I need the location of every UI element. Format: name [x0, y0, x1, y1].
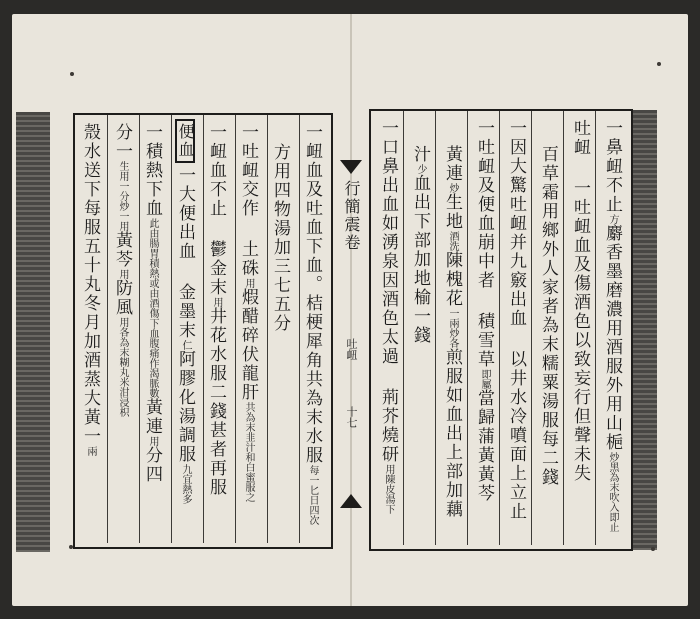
- left-column-6: [143, 123, 160, 484]
- column-note: 仁: [180, 340, 191, 350]
- column-note: 用各為末糊丸米泔浸枳: [117, 317, 128, 417]
- column-note: 九宜熱多: [180, 464, 191, 504]
- right-column-2: [571, 119, 588, 483]
- column-text: 一鼻衄不止: [602, 119, 622, 214]
- column-text: 百草霜用鄉外人家者為末糯粟湯服每二錢: [538, 145, 558, 487]
- binding-hole: [657, 62, 661, 66]
- column-text: 一因大驚吐衄并九竅出血 以井水冷噴面上立止: [506, 119, 526, 521]
- column-text: 阿膠化湯調服: [175, 350, 195, 464]
- column-text: 方用四物湯加三七五分: [270, 143, 290, 333]
- column-rule: [299, 115, 300, 543]
- column-text: 吐衄 一吐衄血及傷酒色以致妄行但聲未失: [570, 119, 590, 483]
- column-text: 黃芩: [112, 231, 132, 269]
- column-note: 共為末韭汁和白蜜服之: [243, 402, 254, 502]
- column-text: 一口鼻出血如湧泉因酒色太過 荊芥燒研: [378, 119, 398, 464]
- column-note: 每一匕日四次: [307, 465, 318, 525]
- right-column-4: [507, 119, 524, 521]
- column-note: 用: [117, 269, 128, 279]
- column-text: 生地: [442, 193, 462, 231]
- column-text: 一吐衄及便血崩中者 積雪草: [474, 119, 494, 369]
- column-text: 殼水送下每服五十丸冬月加酒蒸大黃一: [80, 123, 100, 446]
- left-column-1: [303, 123, 320, 525]
- column-text: 分四: [142, 446, 162, 484]
- column-note: 用: [147, 436, 158, 446]
- left-column-2: [271, 143, 288, 333]
- book-title: 行簡震卷: [342, 180, 361, 252]
- column-text: 防風: [112, 279, 132, 317]
- column-note: 一兩炒各: [447, 308, 458, 348]
- column-rule: [435, 111, 436, 545]
- column-rule: [467, 111, 468, 545]
- binding-hole: [651, 547, 655, 551]
- column-rule: [203, 115, 204, 543]
- column-rule: [235, 115, 236, 543]
- column-rule: [403, 111, 404, 545]
- right-column-1: [603, 119, 620, 532]
- column-note: 方: [607, 214, 618, 224]
- right-page-frame: [369, 109, 633, 551]
- column-text: 一衄血及吐血下血。桔梗犀角共為末水服: [302, 123, 322, 465]
- binding-hole: [70, 72, 74, 76]
- column-text: 一衄血不止 鬱金末: [206, 123, 226, 297]
- column-note: 生用一分炒一用: [117, 161, 128, 231]
- bleed-through-left: [16, 112, 50, 552]
- right-column-6: [443, 145, 460, 519]
- right-column-8: [379, 119, 396, 514]
- column-note: 炒黑為末吹入即止: [607, 452, 618, 532]
- column-note: 酒洗: [447, 231, 458, 251]
- column-text: 黃連: [142, 398, 162, 436]
- column-rule: [499, 111, 500, 545]
- left-page-frame: [73, 113, 333, 549]
- right-column-5: [475, 119, 492, 503]
- center-margin: [337, 158, 365, 508]
- column-rule: [531, 111, 532, 545]
- column-note: 用: [211, 297, 222, 307]
- right-column-3: [539, 145, 556, 487]
- bleed-through-right: [633, 110, 657, 550]
- left-column-4: [207, 123, 224, 497]
- column-text: 當歸蒲黃黃芩: [474, 389, 494, 503]
- column-text: 黃連: [442, 145, 462, 183]
- column-rule: [595, 111, 596, 545]
- column-text: 血出下部加地榆一錢: [410, 174, 430, 345]
- column-rule: [267, 115, 268, 543]
- column-text: 汁: [410, 145, 430, 164]
- left-column-3: [239, 123, 256, 502]
- column-text: 分一: [112, 123, 132, 161]
- column-text: 麝香墨磨濃用酒服外用山梔: [602, 224, 622, 452]
- column-text: 一大便出血 金墨末: [175, 166, 195, 340]
- left-column-5: [175, 119, 195, 504]
- column-note: 炒: [447, 183, 458, 193]
- column-rule: [107, 115, 108, 543]
- column-note: 兩: [85, 446, 96, 456]
- column-text: 煎服如血出上部加藕: [442, 348, 462, 519]
- column-text: 煆醋碎伏龍肝: [238, 288, 258, 402]
- column-note: 用陳皮湯下: [383, 464, 394, 514]
- column-note: 此由腸胃積熱或由酒傷下血腹痛作渴脈數: [147, 218, 158, 398]
- column-note: 即屬: [479, 369, 490, 389]
- left-column-7: [113, 123, 130, 417]
- column-rule: [139, 115, 140, 543]
- column-note: 少: [415, 164, 426, 174]
- column-text: 井花水服二錢甚者再服: [206, 307, 226, 497]
- column-rule: [563, 111, 564, 545]
- left-column-8: [81, 123, 98, 456]
- section-name: 吐衄: [345, 338, 358, 360]
- page-number: 十七: [345, 406, 358, 428]
- column-note: 用: [243, 278, 254, 288]
- column-text: 一積熱下血: [142, 123, 162, 218]
- column-text: 陳槐花: [442, 251, 462, 308]
- column-text: 一吐衄交作 土硃: [238, 123, 258, 278]
- column-rule: [171, 115, 172, 543]
- section-label: 便血: [175, 119, 195, 163]
- right-column-7: [411, 145, 428, 345]
